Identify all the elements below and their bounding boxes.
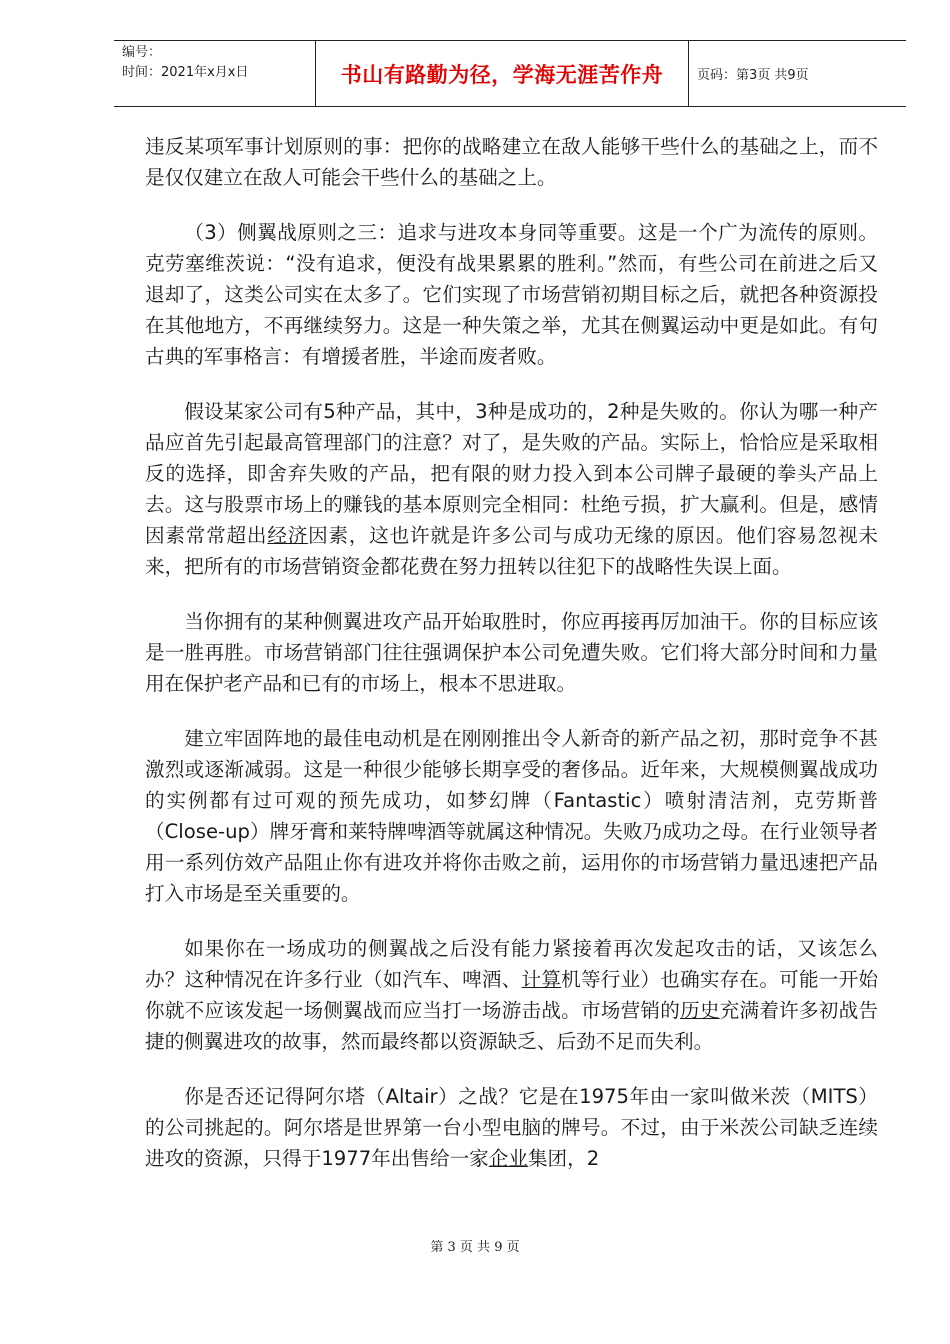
header-page-label: 页码：第3页 共9页	[697, 68, 809, 83]
paragraph-6-text-c: 充满着许多初战告捷的侧翼进攻的故事，然而最终都以资源缺乏、后劲不足而失利。	[145, 999, 879, 1053]
paragraph-2: （3）侧翼战原则之三：追求与进攻本身同等重要。这是一个广为流传的原则。克劳塞维茨说：“没有追求，便没有战果累累的胜利。”然而，有些公司在前进之后又退却了，这类公司实在太多了。它们实现了市场营销初期目标之后，就把各种资源投在其他地方，不再继续努力。这是一种失策之举，尤其在侧翼运动中更是如此。有句古典的军事格言：有增援者胜，半途而废者败。	[145, 221, 878, 368]
page-footer: 第 3 页 共 9 页	[430, 1240, 520, 1255]
link-history[interactable]: 历史	[680, 999, 720, 1022]
paragraph-3-text-a: 假设某家公司有5种产品，其中，3种是成功的，2种是失败的。你认为哪一种产品应首先引起最高管理部门的注意？对了，是失败的产品。实际上，恰恰应是采取相反的选择，即舍弃失败的产品，把有限的财力投入到本公司牌子最硬的拳头产品上去。这与股票市场上的赚钱的基本原则完全相同：杜绝亏损，扩大赢利。但是，感情因素常常超出	[145, 400, 878, 547]
header-meta-cell	[114, 41, 316, 106]
document-body	[145, 131, 878, 1198]
paragraph-5: 建立牢固阵地的最佳电动机是在刚刚推出令人新奇的新产品之初，那时竞争不甚激烈或逐渐减弱。这是一种很少能够长期享受的奢侈品。近年来，大规模侧翼战成功的实例都有过可观的预先成功，如梦幻牌（Fantastic）喷射清洁剂，克劳斯普（Close-up）牌牙膏和莱特牌啤酒等就属这种情况。失败乃成功之母。在行业领导者用一系列仿效产品阻止你有进攻并将你击败之前，运用你的市场营销力量迅速把产品打入市场是至关重要的。	[145, 727, 878, 905]
paragraph-6	[145, 933, 878, 1057]
paragraph-1: 违反某项军事计划原则的事：把你的战略建立在敌人能够干些什么的基础之上，而不是仅仅建立在敌人可能会干些什么的基础之上。	[145, 135, 878, 189]
paragraph-7	[145, 1081, 878, 1174]
paragraph-7-text-a: 你是否还记得阿尔塔（Altair）之战？它是在1975年由一家叫做米茨（MITS）的公司挑起的。阿尔塔是世界第一台小型电脑的牌号。不过，由于米茨公司缺乏连续进攻的资源，只得于1977年出售给一家	[145, 1085, 878, 1170]
paragraph-7-text-b: 集团，2	[527, 1147, 600, 1170]
paragraph-4: 当你拥有的某种侧翼进攻产品开始取胜时，你应再接再厉加油干。你的目标应该是一胜再胜。市场营销部门往往强调保护本公司免遭失败。它们将大部分时间和力量用在保护老产品和已有的市场上，根本不思进取。	[145, 610, 878, 695]
paragraph-3	[145, 396, 878, 582]
link-economy[interactable]: 经济	[267, 524, 309, 547]
link-computing[interactable]: 计算	[521, 968, 562, 991]
header-motto: 书山有路勤为径，学海无涯苦作舟	[316, 41, 689, 106]
paragraph-6-text-b: 机等行业）也确实存在。可能一开始你就不应该发起一场侧翼战而应当打一场游击战。市场营销的	[145, 968, 879, 1022]
paragraph-6-text-a: 如果你在一场成功的侧翼战之后没有能力紧接着再次发起攻击的话，又该怎么办？这种情况在许多行业（如汽车、啤酒、	[145, 937, 878, 991]
paragraph-3-text-b: 因素，这也许就是许多公司与成功无缘的原因。他们容易忽视未来，把所有的市场营销资金都花费在努力扭转以往犯下的战略性失误上面。	[145, 524, 879, 578]
link-enterprise[interactable]: 企业	[488, 1147, 528, 1170]
header-table	[114, 40, 906, 107]
doc-time-label: 时间：2021年x月x日	[122, 65, 249, 80]
doc-number-label: 编号：	[122, 45, 162, 60]
